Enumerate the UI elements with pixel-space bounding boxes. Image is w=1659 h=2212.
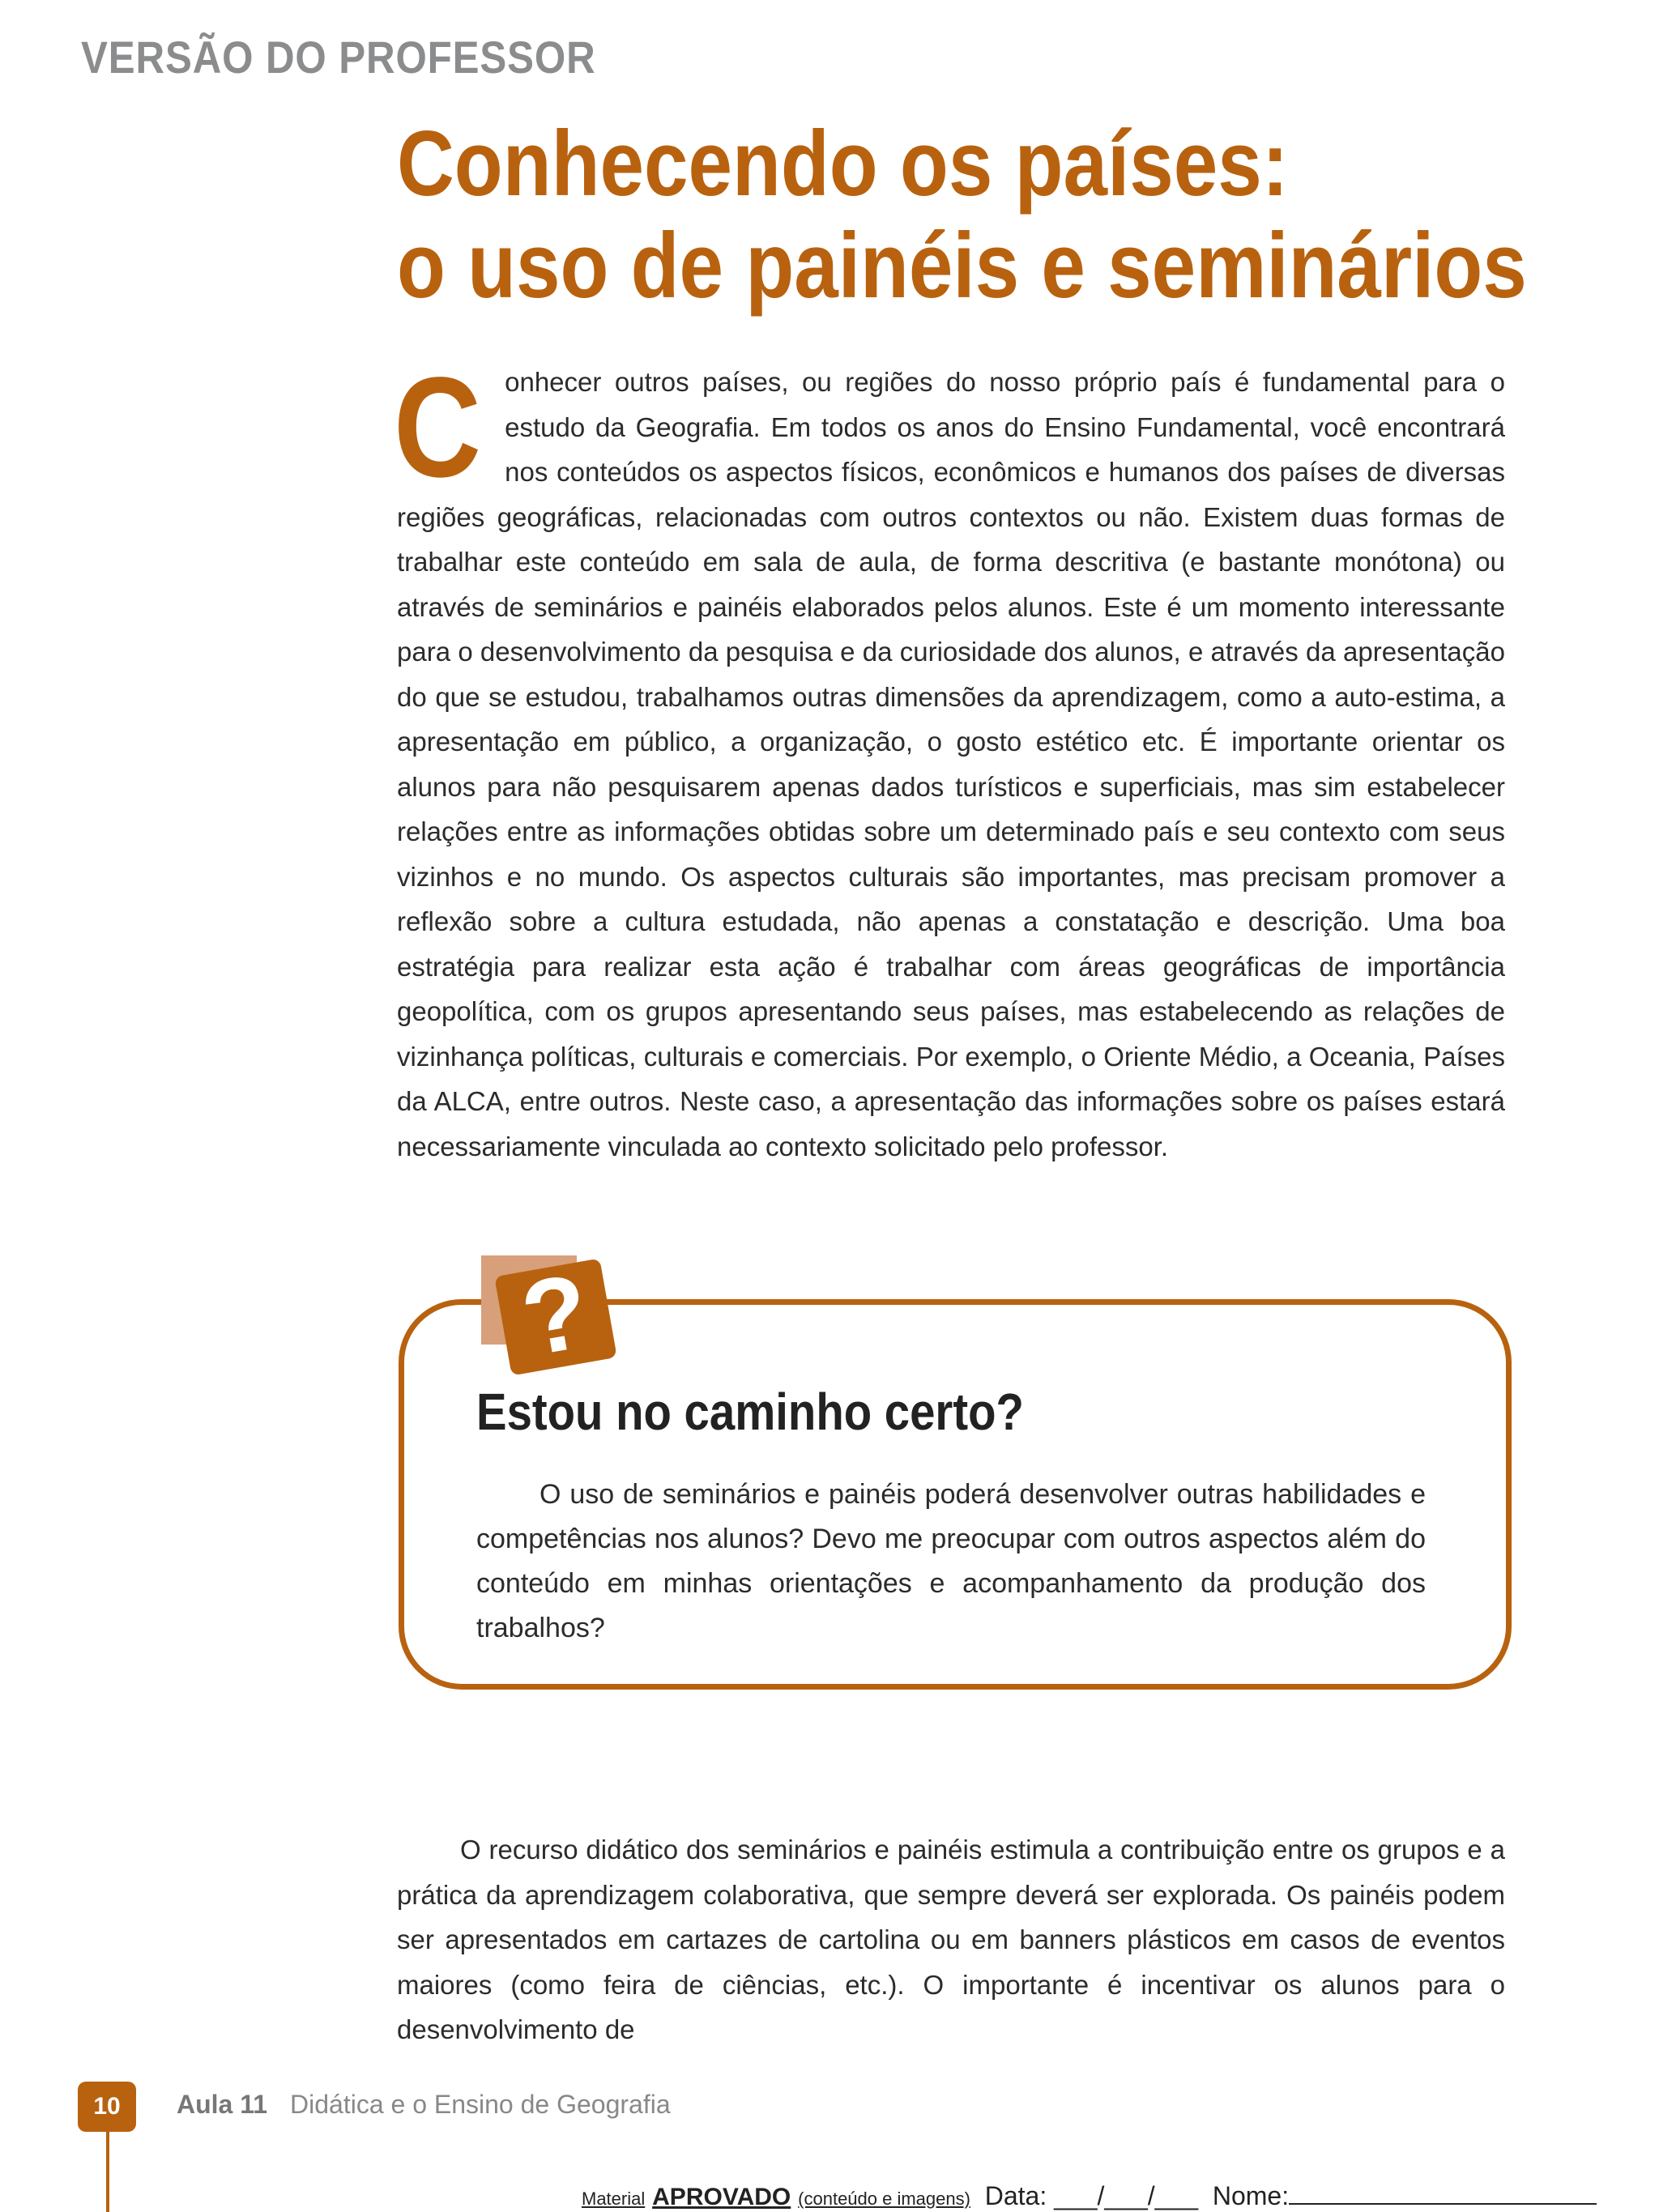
page-title-line-1: Conhecendo os países:	[397, 113, 1289, 215]
page-number: 10	[78, 2082, 136, 2132]
approval-scope: (conteúdo e imagens)	[798, 2189, 970, 2209]
question-box-text: O uso de seminários e painéis poderá desenvolver outras habilidades e competências nos alunos? Devo me preocupar com outros aspectos além do conteúdo em minhas orientações e acompanhamento da produção dos trabalhos?	[476, 1479, 1426, 1643]
question-box-title: Estou no caminho certo?	[476, 1383, 1024, 1441]
body-paragraph-2: O recurso didático dos seminários e painéis estimula a contribuição entre os grupos e a prática da aprendizagem colaborativa, que sempre deverá ser explorada. Os painéis podem ser apresentados em cartazes de cartolina ou em banners plásticos em casos de eventos maiores (como feira de ciências, etc.). O importante é incentivar os alunos para o desenvolvimento de	[397, 1835, 1505, 2044]
approval-stamp	[582, 2180, 1597, 2211]
page-title	[397, 113, 1527, 318]
approval-name-label: Nome:	[1212, 2181, 1290, 2210]
approval-name-line	[1289, 2180, 1597, 2205]
question-glyph: ?	[513, 1251, 598, 1379]
version-label: VERSÃO DO PROFESSOR	[81, 32, 596, 83]
footer-lesson: Aula 11	[177, 2090, 268, 2119]
approval-date: Data: ___/___/___	[984, 2181, 1199, 2210]
approval-material: Material	[582, 2189, 646, 2209]
approval-status: APROVADO	[652, 2184, 791, 2210]
page-title-line-2: o uso de painéis e seminários	[397, 215, 1527, 318]
footer-course: Didática e o Ensino de Geografia	[290, 2090, 671, 2119]
intro-paragraph	[394, 348, 1505, 1169]
intro-text: onhecer outros países, ou regiões do nosso próprio país é fundamental para o estudo da Geografia. Em todos os anos do Ensino Fundamental, você encontrará nos conteúdos os aspectos físicos, econômicos e humanos dos países de diversas regiões geográficas, relacionadas com outros contextos ou não. Existem duas formas de trabalhar este conteúdo em sala de aula, de forma descritiva (e bastante monótona) ou através de seminários e painéis elaborados pelos alunos. Este é um momento interessante para o desenvolvimento da pesquisa e da curiosidade dos alunos, e através da apresentação do que se estudou, trabalhamos outras dimensões da aprendizagem, como a auto-estima, a apresentação em público, a organização, o gosto estético etc. É importante orientar os alunos para não pesquisarem apenas dados turísticos e superficiais, mas sim estabelecer relações entre as informações obtidas sobre um determinado país e seu contexto com seus vizinhos e no mundo. Os aspectos culturais são importantes, mas precisam promover a reflexão sobre a cultura estudada, não apenas a constatação e descrição. Uma boa estratégia para realizar esta ação é trabalhar com áreas geográficas de importância geopolítica, com os grupos apresentando seus países, mas estabelecendo as relações de vizinhança políticas, culturais e comerciais. Por exemplo, o Oriente Médio, a Oceania, Países da ALCA, entre outros. Neste caso, a apresentação das informações sobre os países estará necessariamente vinculada ao contexto solicitado pelo professor.	[397, 367, 1505, 1161]
question-mark-icon	[478, 1249, 616, 1379]
drop-cap: C	[394, 348, 482, 507]
